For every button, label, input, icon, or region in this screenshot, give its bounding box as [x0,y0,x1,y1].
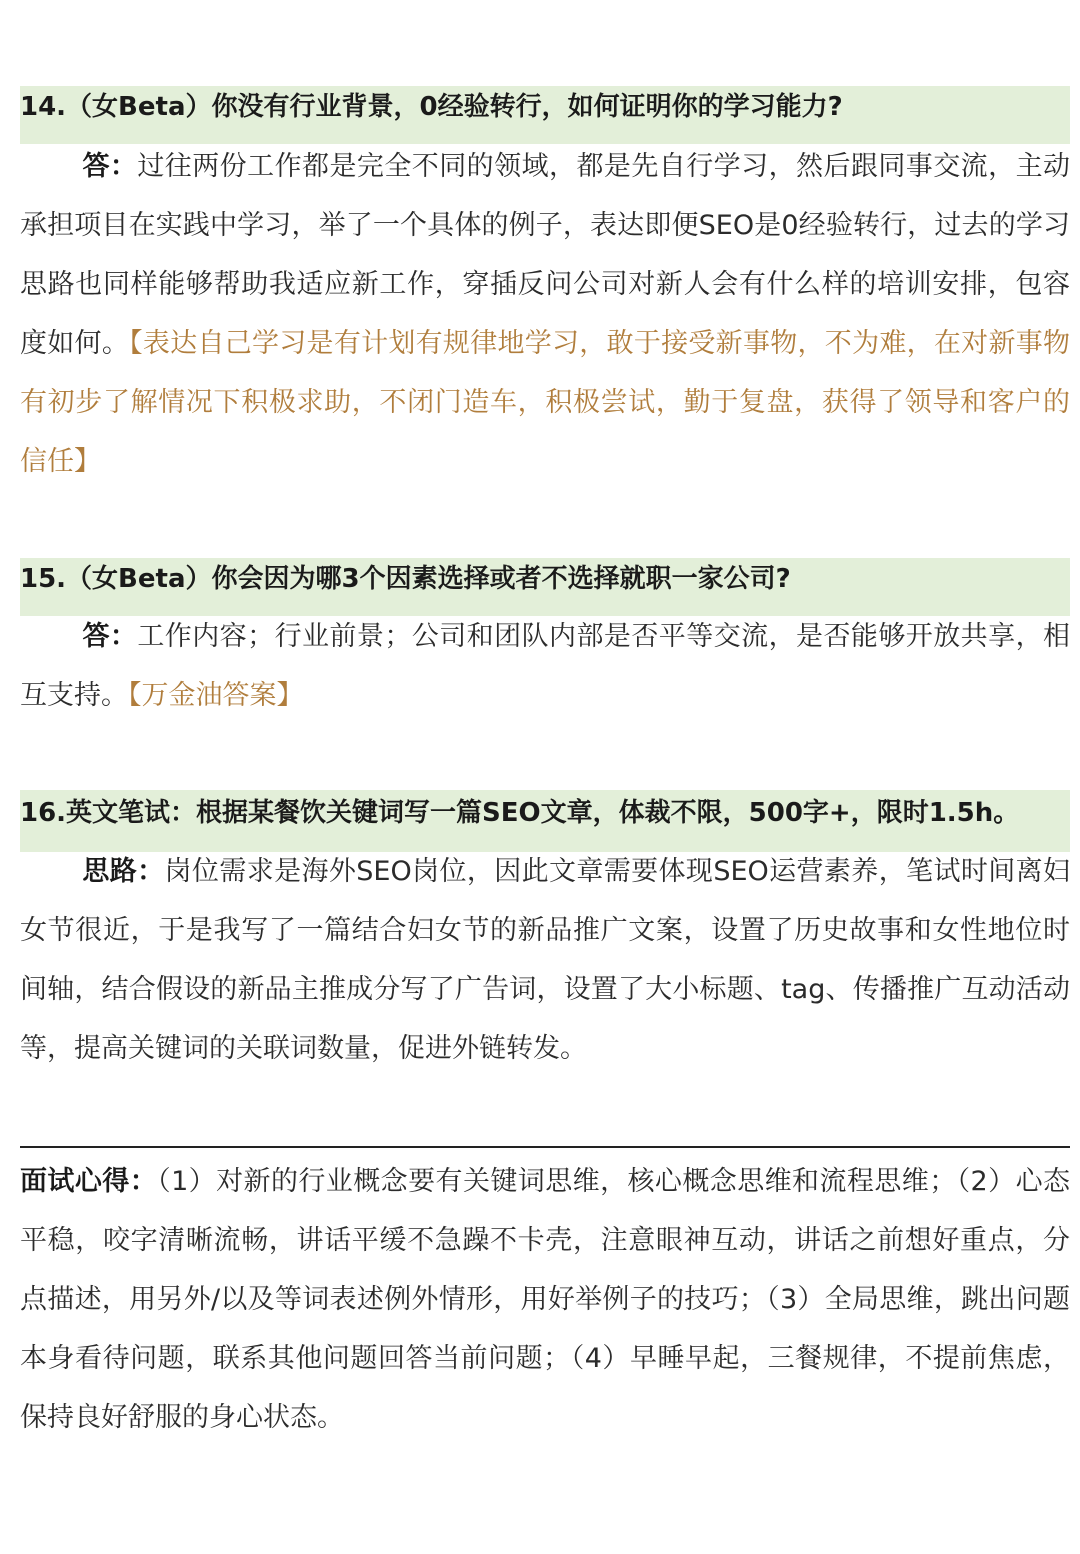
question-14-title: 14.（女Beta）你没有行业背景，0经验转行，如何证明你的学习能力? [20,92,843,122]
section-divider [20,1146,1070,1148]
question-16-title: 16.英文笔试：根据某餐饮关键词写一篇SEO文章，体裁不限，500字+，限时1.5h。 [20,798,1020,828]
question-15-answer [20,607,1070,725]
answer-label: 答： [82,151,138,182]
answer-label: 答： [82,621,138,652]
interview-summary [20,1152,1070,1447]
answer-label: 思路： [82,856,165,887]
question-15-title: 15.（女Beta）你会因为哪3个因素选择或者不选择就职一家公司? [20,564,791,594]
question-14-heading [20,86,1070,144]
answer-note: 【万金油答案】 [128,680,304,711]
answer-note: 【表达自己学习是有计划有规律地学习，敢于接受新事物，不为难，在对新事物有初步了解情况下积极求助，不闭门造车，积极尝试，勤于复盘，获得了领导和客户的信任】 [20,328,1071,477]
answer-text: 过往两份工作都是完全不同的领域，都是先自行学习，然后跟同事交流，主动承担项目在实践中学习，举了一个具体的例子，表达即便SEO是0经验转行，过去的学习思路也同样能够帮助我适应新工作，穿插反问公司对新人会有什么样的培训安排，包容度如何。 [20,151,1071,359]
answer-text: 工作内容；行业前景；公司和团队内部是否平等交流，是否能够开放共享，相互支持。 [20,621,1071,711]
summary-text: （1）对新的行业概念要有关键词思维，核心概念思维和流程思维；（2）心态平稳，咬字清晰流畅，讲话平缓不急躁不卡壳，注意眼神互动，讲话之前想好重点，分点描述，用另外/以及等词表述例外情形，用好举例子的技巧；（3）全局思维，跳出问题本身看待问题，联系其他问题回答当前问题；（4）早睡早起，三餐规律，不提前焦虑，保持良好舒服的身心状态。 [20,1166,1071,1433]
answer-text: 岗位需求是海外SEO岗位，因此文章需要体现SEO运营素养，笔试时间离妇女节很近，于是我写了一篇结合妇女节的新品推广文案，设置了历史故事和女性地位时间轴，结合假设的新品主推成分写了广告词，设置了大小标题、tag、传播推广互动活动等，提高关键词的关联词数量，促进外链转发。 [20,856,1070,1064]
question-14-answer [20,137,1070,491]
question-16-answer [20,842,1070,1078]
summary-label: 面试心得： [20,1166,158,1197]
